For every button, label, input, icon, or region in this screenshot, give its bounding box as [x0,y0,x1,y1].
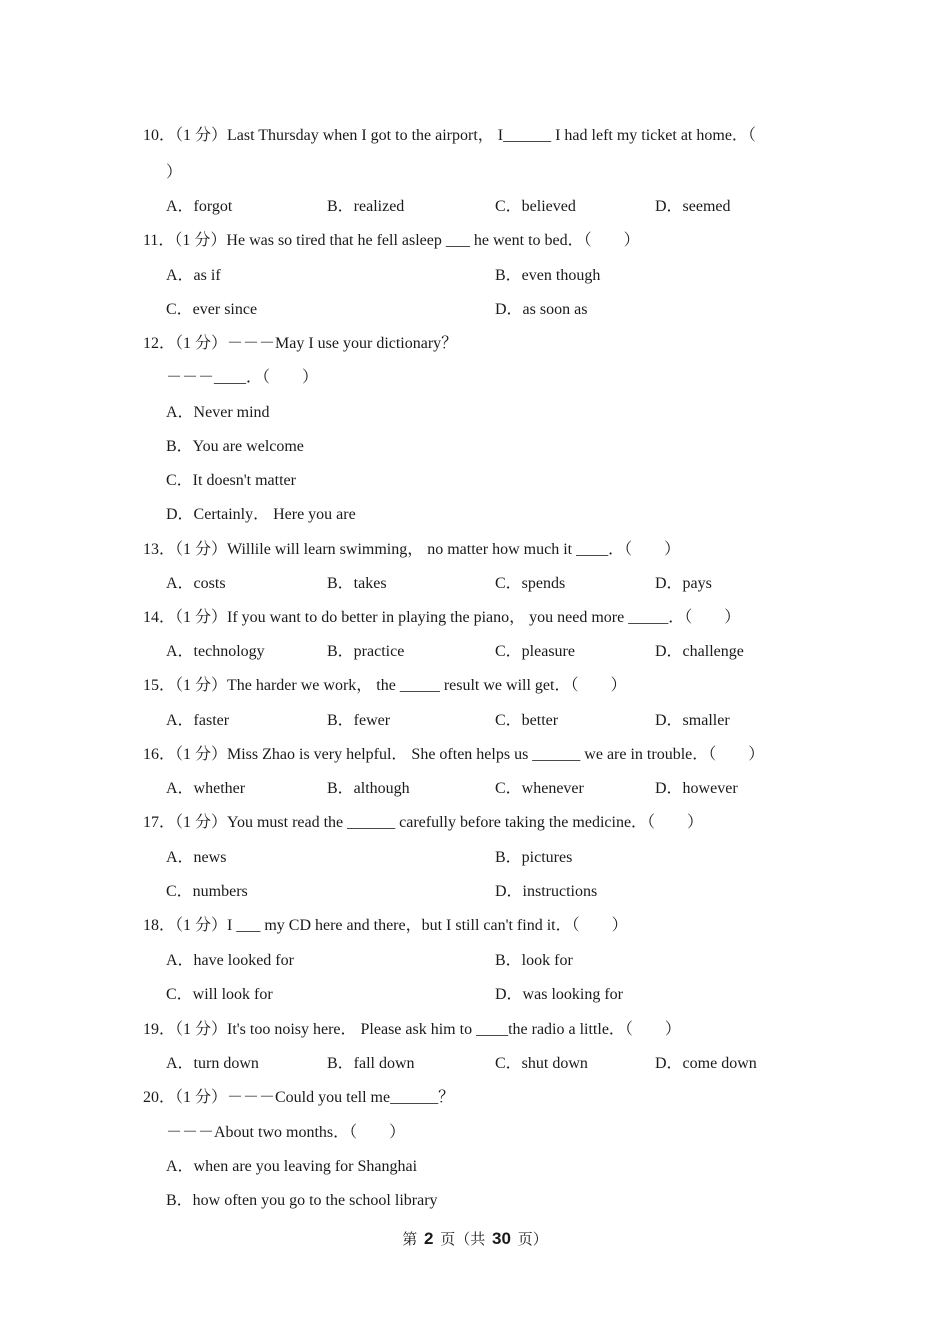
question-13-stem: 13．（1 分）Willile will learn swimming， no matter how much it ____．（ ） [143,541,681,558]
question-20-stem-cont: －－－About two months．（ ） [166,1124,406,1141]
question-15-option-c: C．better [495,712,559,729]
question-12-option-d: D．Certainly． Here you are [166,506,356,523]
question-20-option-b: B．how often you go to the school library [166,1192,438,1209]
question-12-option-c: C．It doesn't matter [166,472,296,489]
question-10-stem: 10．（1 分）Last Thursday when I got to the airport， I______ I had left my ticket at home．（ [143,127,756,144]
question-14-option-c: C．pleasure [495,643,575,660]
question-13-option-b: B．takes [327,575,387,592]
footer-total-pages: 30 [492,1229,511,1248]
question-18-stem: 18．（1 分）I ___ my CD here and there，but I still can't find it．（ ） [143,917,628,934]
page-footer [0,1229,950,1250]
question-12-option-a: A．Never mind [166,404,270,421]
question-14-option-b: B．practice [327,643,405,660]
question-11-option-d: D．as soon as [495,301,588,318]
question-19-option-d: D．come down [655,1055,757,1072]
question-19-option-b: B．fall down [327,1055,415,1072]
question-17-option-c: C．numbers [166,883,248,900]
question-11-option-a: A．as if [166,267,221,284]
question-12-option-b: B．You are welcome [166,438,304,455]
question-10-option-b: B．realized [327,198,405,215]
question-11-option-b: B．even though [495,267,601,284]
question-20-stem: 20．（1 分）－－－Could you tell me______？ [143,1089,455,1106]
question-17-stem: 17．（1 分）You must read the ______ carefully before taking the medicine．（ ） [143,814,704,831]
question-10-option-a: A．forgot [166,198,233,215]
question-11-stem: 11．（1 分）He was so tired that he fell asleep ___ he went to bed．（ ） [143,232,640,249]
question-15-option-b: B．fewer [327,712,391,729]
question-15-stem: 15．（1 分）The harder we work， the _____ result we will get．（ ） [143,677,627,694]
question-19-option-c: C．shut down [495,1055,588,1072]
footer-page-number: 2 [424,1229,434,1248]
question-16-stem: 16．（1 分）Miss Zhao is very helpful． She often helps us ______ we are in trouble．（ ） [143,746,765,763]
question-19-option-a: A．turn down [166,1055,259,1072]
question-10-option-c: C．believed [495,198,576,215]
footer-suffix: 页） [517,1232,548,1248]
question-11-option-c: C．ever since [166,301,258,318]
question-10-stem-cont: ） [166,164,183,181]
question-14-stem: 14．（1 分）If you want to do better in playing the piano， you need more _____．（ ） [143,609,741,626]
question-20-option-a: A．when are you leaving for Shanghai [166,1158,418,1175]
question-17-option-d: D．instructions [495,883,598,900]
question-12-stem-cont: －－－____．（ ） [166,369,319,386]
question-18-option-b: B．look for [495,952,573,969]
footer-prefix: 第 [402,1232,418,1248]
question-13-option-c: C．spends [495,575,566,592]
question-19-stem: 19．（1 分）It's too noisy here． Please ask him to ____the radio a little．（ ） [143,1021,681,1038]
footer-middle: 页（共 [440,1232,486,1248]
question-15-option-d: D．smaller [655,712,730,729]
question-16-option-a: A．whether [166,780,246,797]
question-16-option-d: D．however [655,780,738,797]
question-10-option-d: D．seemed [655,198,731,215]
question-17-option-a: A．news [166,849,227,866]
question-18-option-c: C．will look for [166,986,273,1003]
question-12-stem: 12．（1 分）－－－May I use your dictionary？ [143,335,458,352]
question-14-option-d: D．challenge [655,643,744,660]
question-14-option-a: A．technology [166,643,265,660]
question-18-option-a: A．have looked for [166,952,294,969]
question-18-option-d: D．was looking for [495,986,623,1003]
question-13-option-a: A．costs [166,575,226,592]
question-17-option-b: B．pictures [495,849,573,866]
question-16-option-c: C．whenever [495,780,584,797]
question-15-option-a: A．faster [166,712,230,729]
question-16-option-b: B．although [327,780,410,797]
question-13-option-d: D．pays [655,575,712,592]
